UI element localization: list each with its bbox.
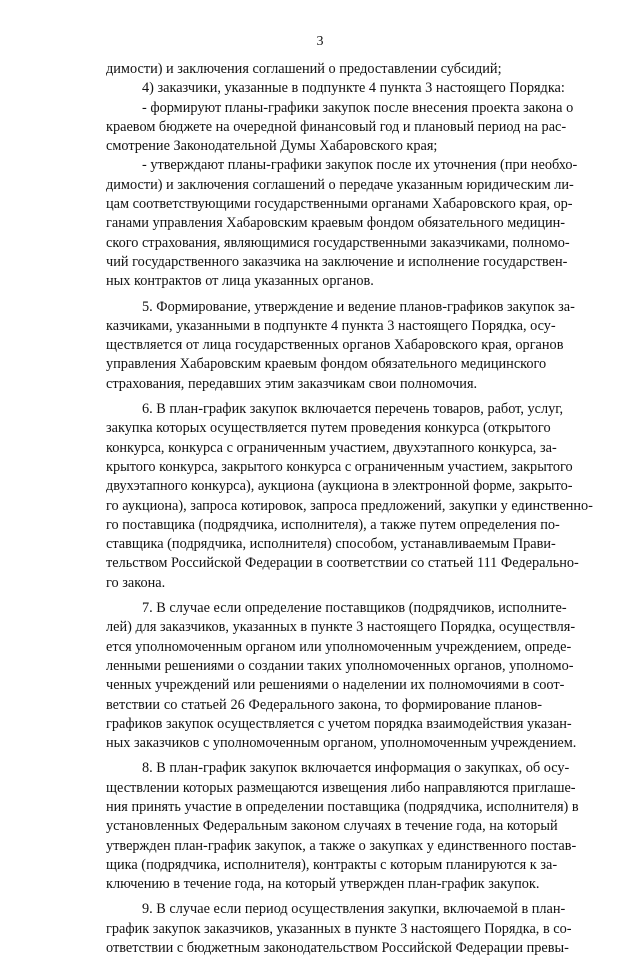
text-line: ганами управления Хабаровским краевым фондом обязательного медицин- (106, 215, 566, 232)
text-line: крытого конкурса, закрытого конкурса с ограниченным участием, закрытого (106, 458, 573, 475)
text-line: ставщика (подрядчика, исполнителя) способом, устанавливаемым Прави- (106, 536, 556, 553)
text-line: казчиками, указанными в подпункте 4 пункта 3 настоящего Порядка, осу- (106, 317, 556, 334)
text-line: график закупок заказчиков, указанных в пункте 3 настоящего Порядка, в со- (106, 920, 572, 937)
text-line: 8. В план-график закупок включается информация о закупках, об осу- (142, 760, 570, 777)
text-line: смотрение Законодательной Думы Хабаровского края; (106, 138, 438, 155)
text-line: управления Хабаровским краевым фондом обязательного медицинского (106, 356, 547, 373)
text-line: 7. В случае если определение поставщиков (подрядчиков, исполните- (142, 600, 567, 617)
text-line: двухэтапного конкурса), аукциона (аукциона в электронной форме, закрыто- (106, 478, 573, 495)
text-line: 6. В план-график закупок включается перечень товаров, работ, услуг, (142, 401, 564, 418)
text-line: страхования, передавших этим заказчикам свои полномочия. (106, 375, 478, 392)
text-line: щика (подрядчика, исполнителя), контракты с которым планируются к за- (106, 856, 558, 873)
text-line: ществляется от лица государственных органов Хабаровского края, органов (106, 337, 564, 354)
text-line: ществлении которых размещаются извещения либо направляются приглаше- (106, 779, 576, 796)
text-line: го аукциона), запроса котировок, запроса предложений, закупки у единственно- (106, 497, 593, 514)
text-line: димости) и заключения соглашений о передаче указанным юридическим ли- (106, 176, 574, 193)
text-line: 5. Формирование, утверждение и ведение планов-графиков закупок за- (142, 298, 575, 315)
text-line: ленными решениями о создании таких уполномоченных органов, уполномо- (106, 657, 574, 674)
text-line: краевом бюджете на очередной финансовый год и плановый период на рас- (106, 118, 567, 135)
document-body (106, 60, 593, 958)
text-line: закупка которых осуществляется путем проведения конкурса (открытого (106, 420, 551, 437)
text-line: установленных Федеральным законом случаях в течение года, на который (106, 818, 558, 835)
text-line: конкурса, конкурса с ограниченным участием, двухэтапного конкурса, за- (106, 439, 557, 456)
text-line: - формируют планы-графики закупок после внесения проекта закона о (142, 99, 574, 116)
text-line: лей) для заказчиков, указанных в пункте 3 настоящего Порядка, осуществля- (106, 619, 576, 636)
text-line: ных контрактов от лица указанных органов. (106, 273, 374, 290)
text-line: ния принять участие в определении поставщика (подрядчика, исполнителя) в (106, 798, 579, 815)
text-line: графиков закупок осуществляется с учетом порядка взаимодействия указан- (106, 715, 572, 732)
text-line: ченных учреждений или решениями о наделении их полномочиями в соот- (106, 677, 565, 694)
text-line: ется уполномоченным органом или уполномоченным учреждением, опреде- (106, 638, 572, 655)
text-line: чий государственного заказчика на заключение и исполнение государствен- (106, 253, 568, 270)
text-line: тельством Российской Федерации в соответствии со статьей 111 Федерально- (106, 555, 579, 572)
text-line: ветствии со статьей 26 Федерального закона, то формирование планов- (106, 696, 542, 713)
text-line: го поставщика (подрядчика, исполнителя), а также путем определения по- (106, 516, 560, 533)
text-line: ных заказчиков с уполномоченным органом, уполномоченным учреждением. (106, 735, 577, 752)
text-line: го закона. (106, 574, 166, 591)
text-line: 9. В случае если период осуществления закупки, включаемой в план- (142, 901, 566, 918)
page-number: 3 (316, 34, 324, 49)
text-line: ключению в течение года, на который утвержден план-график закупок. (106, 876, 540, 893)
text-line: димости) и заключения соглашений о предоставлении субсидий; (106, 61, 502, 77)
text-line: ского страхования, являющимися государственными заказчиками, полномо- (106, 234, 570, 251)
text-line: ответствии с бюджетным законодательством Российской Федерации превы- (106, 940, 569, 957)
text-line: 4) заказчики, указанные в подпункте 4 пункта 3 настоящего Порядка: (142, 80, 565, 97)
text-line: утвержден план-график закупок, а также о закупках у единственного постав- (106, 837, 577, 854)
text-line: - утверждают планы-графики закупок после их уточнения (при необхо- (142, 157, 578, 174)
text-line: цам соответствующими государственными органами Хабаровского края, ор- (106, 196, 573, 213)
